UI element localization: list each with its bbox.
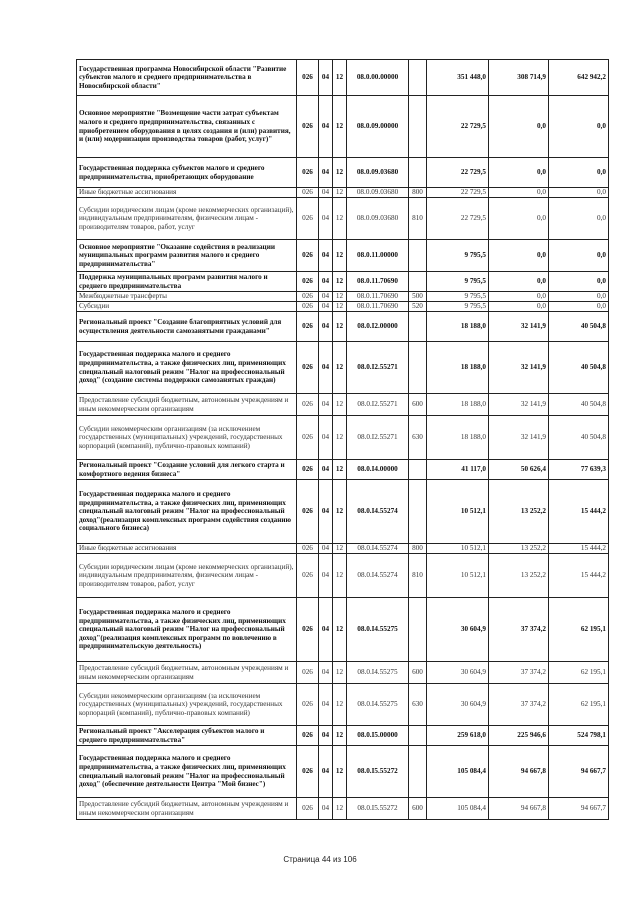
amount-2023-cell: 50 626,4 — [489, 460, 549, 480]
ved-cell: 026 — [297, 460, 319, 480]
amount-2024-cell: 40 504,8 — [549, 394, 609, 416]
vr-cell: 810 — [409, 554, 427, 598]
ved-cell: 026 — [297, 480, 319, 544]
table-row — [77, 798, 609, 820]
amount-2024-cell: 15 444,2 — [549, 480, 609, 544]
vr-cell — [409, 96, 427, 158]
amount-2022-cell: 18 188,0 — [427, 416, 489, 460]
amount-2024-cell: 40 504,8 — [549, 312, 609, 342]
pr-cell: 12 — [333, 746, 347, 798]
amount-2023-cell: 13 252,2 — [489, 544, 549, 554]
table-row — [77, 480, 609, 544]
amount-2023-cell: 0,0 — [489, 302, 549, 312]
vr-cell — [409, 726, 427, 746]
vr-cell — [409, 342, 427, 394]
amount-2022-cell: 105 084,4 — [427, 798, 489, 820]
amount-2024-cell: 40 504,8 — [549, 416, 609, 460]
amount-2022-cell: 22 729,5 — [427, 158, 489, 188]
row-name-cell: Государственная поддержка малого и среднего предпринимательства, а также физических лиц, применяющих специальный налоговый режим "Налог на профессиональный доход"(реализация комплексных программ содействия созданию социального бизнеса) — [77, 480, 297, 544]
ved-cell: 026 — [297, 598, 319, 662]
rz-cell: 04 — [319, 342, 333, 394]
csr-cell: 08.0.I4.55275 — [347, 662, 409, 684]
csr-cell: 08.0.09.03680 — [347, 198, 409, 240]
amount-2023-cell: 0,0 — [489, 292, 549, 302]
amount-2023-cell: 13 252,2 — [489, 480, 549, 544]
ved-cell: 026 — [297, 60, 319, 96]
ved-cell: 026 — [297, 188, 319, 198]
csr-cell: 08.0.00.00000 — [347, 60, 409, 96]
rz-cell: 04 — [319, 554, 333, 598]
rz-cell: 04 — [319, 480, 333, 544]
ved-cell: 026 — [297, 554, 319, 598]
table-row — [77, 60, 609, 96]
row-name-cell: Субсидии юридическим лицам (кроме некоммерческих организаций), индивидуальным предпринимателям, физическим лицам - производителям товаров, работ, услуг — [77, 554, 297, 598]
pr-cell: 12 — [333, 544, 347, 554]
vr-cell: 600 — [409, 662, 427, 684]
vr-cell: 520 — [409, 302, 427, 312]
ved-cell: 026 — [297, 726, 319, 746]
table-row — [77, 662, 609, 684]
row-name-cell: Региональный проект "Создание условий для легкого старта и комфортного ведения бизнеса" — [77, 460, 297, 480]
table-row — [77, 198, 609, 240]
amount-2022-cell: 18 188,0 — [427, 394, 489, 416]
vr-cell — [409, 158, 427, 188]
rz-cell: 04 — [319, 598, 333, 662]
vr-cell: 800 — [409, 544, 427, 554]
pr-cell: 12 — [333, 60, 347, 96]
csr-cell: 08.0.I4.55274 — [347, 554, 409, 598]
rz-cell: 04 — [319, 798, 333, 820]
csr-cell: 08.0.I2.55271 — [347, 416, 409, 460]
amount-2023-cell: 0,0 — [489, 240, 549, 272]
csr-cell: 08.0.11.70690 — [347, 302, 409, 312]
amount-2024-cell: 0,0 — [549, 188, 609, 198]
amount-2024-cell: 62 195,1 — [549, 662, 609, 684]
amount-2023-cell: 0,0 — [489, 272, 549, 292]
rz-cell: 04 — [319, 60, 333, 96]
vr-cell: 600 — [409, 394, 427, 416]
row-name-cell: Иные бюджетные ассигнования — [77, 188, 297, 198]
table-row — [77, 240, 609, 272]
table-row — [77, 684, 609, 726]
rz-cell: 04 — [319, 312, 333, 342]
amount-2024-cell: 0,0 — [549, 198, 609, 240]
table-row — [77, 394, 609, 416]
row-name-cell: Межбюджетные трансферты — [77, 292, 297, 302]
amount-2024-cell: 0,0 — [549, 240, 609, 272]
table-row — [77, 272, 609, 292]
ved-cell: 026 — [297, 394, 319, 416]
row-name-cell: Субсидии юридическим лицам (кроме некоммерческих организаций), индивидуальным предпринимателям, физическим лицам - производителям товаров, работ, услуг — [77, 198, 297, 240]
rz-cell: 04 — [319, 460, 333, 480]
amount-2024-cell: 0,0 — [549, 302, 609, 312]
rz-cell: 04 — [319, 240, 333, 272]
vr-cell — [409, 312, 427, 342]
pr-cell: 12 — [333, 662, 347, 684]
row-name-cell: Предоставление субсидий бюджетным, автономным учреждениям и иным некоммерческим организациям — [77, 662, 297, 684]
rz-cell: 04 — [319, 96, 333, 158]
csr-cell: 08.0.I2.55271 — [347, 394, 409, 416]
pr-cell: 12 — [333, 302, 347, 312]
pr-cell: 12 — [333, 198, 347, 240]
rz-cell: 04 — [319, 726, 333, 746]
csr-cell: 08.0.I4.55275 — [347, 598, 409, 662]
row-name-cell: Иные бюджетные ассигнования — [77, 544, 297, 554]
amount-2022-cell: 9 795,5 — [427, 240, 489, 272]
amount-2023-cell: 13 252,2 — [489, 554, 549, 598]
amount-2022-cell: 9 795,5 — [427, 302, 489, 312]
rz-cell: 04 — [319, 188, 333, 198]
table-row — [77, 554, 609, 598]
vr-cell — [409, 460, 427, 480]
vr-cell: 500 — [409, 292, 427, 302]
vr-cell: 800 — [409, 188, 427, 198]
ved-cell: 026 — [297, 746, 319, 798]
amount-2022-cell: 22 729,5 — [427, 198, 489, 240]
amount-2022-cell: 22 729,5 — [427, 96, 489, 158]
ved-cell: 026 — [297, 342, 319, 394]
amount-2024-cell: 0,0 — [549, 272, 609, 292]
ved-cell: 026 — [297, 798, 319, 820]
row-name-cell: Основное мероприятие "Возмещение части затрат субъектам малого и среднего предпринимательства, связанных с приобретением оборудования в целях создания и (или) развития, и (или) модернизации производства товаров (работ, услуг)" — [77, 96, 297, 158]
ved-cell: 026 — [297, 684, 319, 726]
ved-cell: 026 — [297, 662, 319, 684]
csr-cell: 08.0.09.03680 — [347, 188, 409, 198]
amount-2022-cell: 351 448,0 — [427, 60, 489, 96]
amount-2024-cell: 62 195,1 — [549, 598, 609, 662]
vr-cell — [409, 240, 427, 272]
pr-cell: 12 — [333, 272, 347, 292]
pr-cell: 12 — [333, 312, 347, 342]
row-name-cell: Государственная программа Новосибирской области "Развитие субъектов малого и среднего предпринимательства в Новосибирской области" — [77, 60, 297, 96]
row-name-cell: Поддержка муниципальных программ развития малого и среднего предпринимательства — [77, 272, 297, 292]
vr-cell: 630 — [409, 416, 427, 460]
amount-2023-cell: 308 714,9 — [489, 60, 549, 96]
csr-cell: 08.0.09.00000 — [347, 96, 409, 158]
rz-cell: 04 — [319, 544, 333, 554]
table-row — [77, 598, 609, 662]
pr-cell: 12 — [333, 342, 347, 394]
ved-cell: 026 — [297, 312, 319, 342]
amount-2023-cell: 94 667,8 — [489, 798, 549, 820]
amount-2023-cell: 0,0 — [489, 96, 549, 158]
amount-2023-cell: 225 946,6 — [489, 726, 549, 746]
amount-2023-cell: 32 141,9 — [489, 394, 549, 416]
amount-2022-cell: 22 729,5 — [427, 188, 489, 198]
csr-cell: 08.0.I5.55272 — [347, 798, 409, 820]
amount-2024-cell: 40 504,8 — [549, 342, 609, 394]
amount-2023-cell: 37 374,2 — [489, 598, 549, 662]
table-row — [77, 416, 609, 460]
table-row — [77, 726, 609, 746]
row-name-cell: Государственная поддержка субъектов малого и среднего предпринимательства, приобретающих оборудование — [77, 158, 297, 188]
row-name-cell: Субсидии некоммерческим организациям (за исключением государственных (муниципальных) учреждений, государственных корпораций (компаний), публично-правовых компаний) — [77, 684, 297, 726]
row-name-cell: Субсидии — [77, 302, 297, 312]
table-row — [77, 544, 609, 554]
amount-2022-cell: 9 795,5 — [427, 292, 489, 302]
row-name-cell: Субсидии некоммерческим организациям (за исключением государственных (муниципальных) учреждений, государственных корпораций (компаний), публично-правовых компаний) — [77, 416, 297, 460]
rz-cell: 04 — [319, 272, 333, 292]
rz-cell: 04 — [319, 158, 333, 188]
csr-cell: 08.0.11.70690 — [347, 272, 409, 292]
row-name-cell: Региональный проект "Создание благоприятных условий для осуществления деятельности самозанятыми гражданами" — [77, 312, 297, 342]
table-row — [77, 158, 609, 188]
amount-2024-cell: 62 195,1 — [549, 684, 609, 726]
table-row — [77, 302, 609, 312]
pr-cell: 12 — [333, 480, 347, 544]
pr-cell: 12 — [333, 684, 347, 726]
amount-2024-cell: 0,0 — [549, 292, 609, 302]
ved-cell: 026 — [297, 292, 319, 302]
rz-cell: 04 — [319, 292, 333, 302]
pr-cell: 12 — [333, 598, 347, 662]
ved-cell: 026 — [297, 240, 319, 272]
rz-cell: 04 — [319, 746, 333, 798]
budget-table — [76, 59, 609, 820]
table-row — [77, 292, 609, 302]
vr-cell — [409, 272, 427, 292]
ved-cell: 026 — [297, 302, 319, 312]
amount-2023-cell: 32 141,9 — [489, 416, 549, 460]
amount-2023-cell: 32 141,9 — [489, 312, 549, 342]
rz-cell: 04 — [319, 198, 333, 240]
amount-2022-cell: 10 512,1 — [427, 554, 489, 598]
amount-2022-cell: 10 512,1 — [427, 544, 489, 554]
amount-2022-cell: 30 604,9 — [427, 684, 489, 726]
amount-2023-cell: 32 141,9 — [489, 342, 549, 394]
amount-2022-cell: 30 604,9 — [427, 662, 489, 684]
pr-cell: 12 — [333, 554, 347, 598]
rz-cell: 04 — [319, 302, 333, 312]
amount-2023-cell: 0,0 — [489, 158, 549, 188]
csr-cell: 08.0.I4.55274 — [347, 480, 409, 544]
amount-2023-cell: 37 374,2 — [489, 662, 549, 684]
amount-2023-cell: 0,0 — [489, 198, 549, 240]
amount-2023-cell: 94 667,8 — [489, 746, 549, 798]
row-name-cell: Государственная поддержка малого и среднего предпринимательства, а также физических лиц, применяющих специальный налоговый режим "Налог на профессиональный доход"(реализация комплексных программ по вовлечению в предпринимательскую деятельность) — [77, 598, 297, 662]
pr-cell: 12 — [333, 188, 347, 198]
pr-cell: 12 — [333, 394, 347, 416]
csr-cell: 08.0.I2.00000 — [347, 312, 409, 342]
amount-2022-cell: 41 117,0 — [427, 460, 489, 480]
amount-2024-cell: 524 798,1 — [549, 726, 609, 746]
csr-cell: 08.0.I5.00000 — [347, 726, 409, 746]
csr-cell: 08.0.I5.55272 — [347, 746, 409, 798]
csr-cell: 08.0.I4.00000 — [347, 460, 409, 480]
amount-2022-cell: 9 795,5 — [427, 272, 489, 292]
vr-cell: 600 — [409, 798, 427, 820]
pr-cell: 12 — [333, 240, 347, 272]
vr-cell — [409, 746, 427, 798]
amount-2024-cell: 0,0 — [549, 158, 609, 188]
pr-cell: 12 — [333, 96, 347, 158]
pr-cell: 12 — [333, 292, 347, 302]
amount-2024-cell: 15 444,2 — [549, 544, 609, 554]
amount-2024-cell: 642 942,2 — [549, 60, 609, 96]
pr-cell: 12 — [333, 158, 347, 188]
rz-cell: 04 — [319, 394, 333, 416]
amount-2023-cell: 0,0 — [489, 188, 549, 198]
table-row — [77, 312, 609, 342]
vr-cell — [409, 60, 427, 96]
pr-cell: 12 — [333, 460, 347, 480]
amount-2024-cell: 94 667,7 — [549, 746, 609, 798]
ved-cell: 026 — [297, 544, 319, 554]
amount-2023-cell: 37 374,2 — [489, 684, 549, 726]
table-row — [77, 188, 609, 198]
csr-cell: 08.0.I4.55274 — [347, 544, 409, 554]
row-name-cell: Основное мероприятие "Оказание содействия в реализации муниципальных программ развития малого и среднего предпринимательства" — [77, 240, 297, 272]
vr-cell: 630 — [409, 684, 427, 726]
rz-cell: 04 — [319, 684, 333, 726]
pr-cell: 12 — [333, 726, 347, 746]
table-row — [77, 96, 609, 158]
amount-2024-cell: 15 444,2 — [549, 554, 609, 598]
amount-2024-cell: 77 639,3 — [549, 460, 609, 480]
vr-cell — [409, 598, 427, 662]
csr-cell: 08.0.11.70690 — [347, 292, 409, 302]
ved-cell: 026 — [297, 416, 319, 460]
amount-2022-cell: 10 512,1 — [427, 480, 489, 544]
amount-2022-cell: 18 188,0 — [427, 312, 489, 342]
pr-cell: 12 — [333, 798, 347, 820]
vr-cell: 810 — [409, 198, 427, 240]
amount-2024-cell: 0,0 — [549, 96, 609, 158]
pr-cell: 12 — [333, 416, 347, 460]
row-name-cell: Предоставление субсидий бюджетным, автономным учреждениям и иным некоммерческим организациям — [77, 394, 297, 416]
ved-cell: 026 — [297, 96, 319, 158]
rz-cell: 04 — [319, 416, 333, 460]
ved-cell: 026 — [297, 198, 319, 240]
amount-2022-cell: 259 618,0 — [427, 726, 489, 746]
csr-cell: 08.0.I2.55271 — [347, 342, 409, 394]
row-name-cell: Государственная поддержка малого и среднего предпринимательства, а также физических лиц, применяющих специальный налоговый режим "Налог на профессиональный доход" (обеспечение деятельности Центра "Мой бизнес") — [77, 746, 297, 798]
csr-cell: 08.0.11.00000 — [347, 240, 409, 272]
vr-cell — [409, 480, 427, 544]
amount-2022-cell: 105 084,4 — [427, 746, 489, 798]
page-footer: Страница 44 из 106 — [283, 855, 357, 864]
row-name-cell: Предоставление субсидий бюджетным, автономным учреждениям и иным некоммерческим организациям — [77, 798, 297, 820]
table-row — [77, 460, 609, 480]
table-row — [77, 342, 609, 394]
ved-cell: 026 — [297, 272, 319, 292]
row-name-cell: Региональный проект "Акселерация субъектов малого и среднего предпринимательства" — [77, 726, 297, 746]
amount-2022-cell: 18 188,0 — [427, 342, 489, 394]
amount-2022-cell: 30 604,9 — [427, 598, 489, 662]
row-name-cell: Государственная поддержка малого и среднего предпринимательства, а также физических лиц, применяющих специальный налоговый режим "Налог на профессиональный доход" (создание системы поддержки самозанятых граждан) — [77, 342, 297, 394]
table-row — [77, 746, 609, 798]
rz-cell: 04 — [319, 662, 333, 684]
csr-cell: 08.0.09.03680 — [347, 158, 409, 188]
amount-2024-cell: 94 667,7 — [549, 798, 609, 820]
ved-cell: 026 — [297, 158, 319, 188]
csr-cell: 08.0.I4.55275 — [347, 684, 409, 726]
